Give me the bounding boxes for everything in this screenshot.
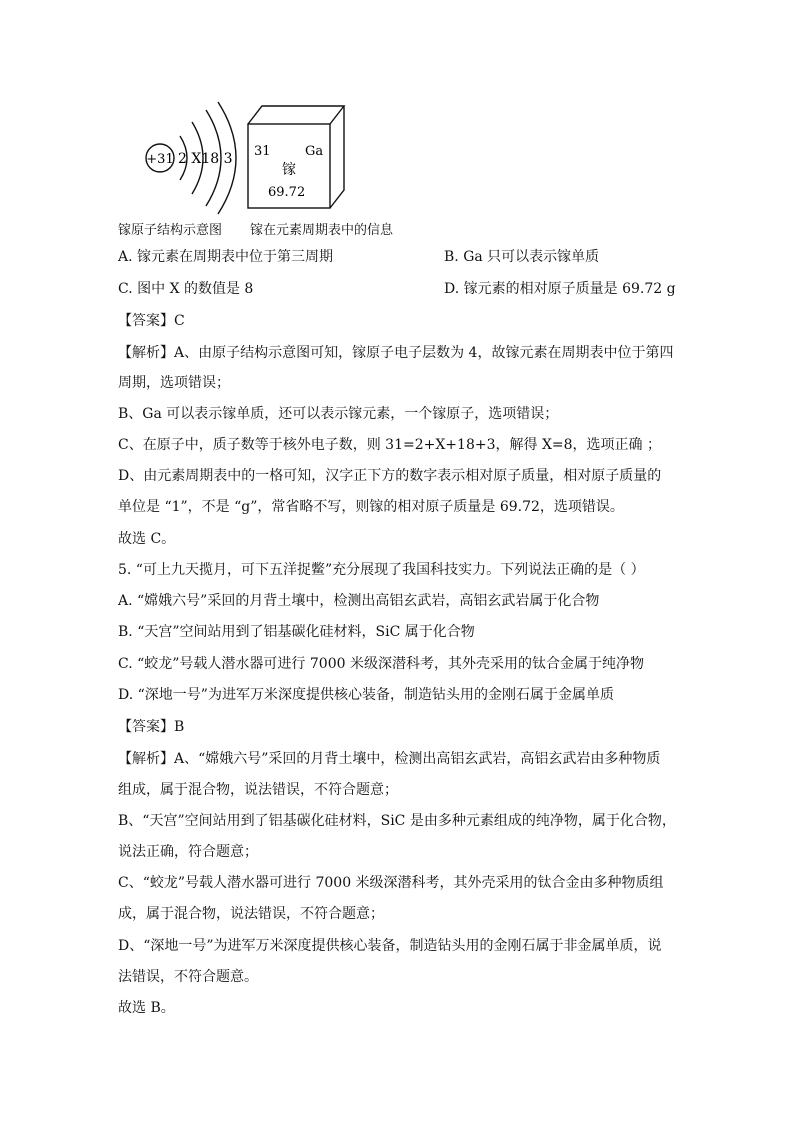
element-name: 镓 bbox=[282, 162, 296, 178]
atomic-number: 31 bbox=[254, 144, 271, 159]
analysis-line: 成，属于混合物，说法错误，不符合题意； bbox=[118, 906, 384, 922]
question-stem: 5. “可上九天揽月，可下五洋捉鳖”充分展现了我国科技实力。下列说法正确的是（ ） bbox=[118, 562, 645, 578]
nucleus-charge: +31 bbox=[146, 152, 174, 167]
option-b: B. “天宫”空间站用到了铝基碳化硅材料，SiC 属于化合物 bbox=[118, 624, 475, 640]
atom-caption: 镓原子结构示意图 bbox=[118, 223, 223, 238]
analysis-line: 单位是 “1”，不是 “g”，常省略不写，则镓的相对原子质量是 69.72，选项错误。 bbox=[118, 499, 624, 515]
card-top bbox=[248, 106, 344, 124]
option-d: D. “深地一号”为进军万米深度提供核心装备，制造钻头用的金刚石属于金属单质 bbox=[118, 687, 614, 703]
figure bbox=[130, 98, 380, 218]
conclusion-line: 故选 B。 bbox=[118, 1000, 175, 1016]
option-a: A. “嫦娥六号”采回的月背土壤中，检测出高铝玄武岩，高铝玄武岩属于化合物 bbox=[118, 593, 600, 609]
analysis-line: D、“深地一号”为进军万米深度提供核心装备，制造钻头用的金刚石属于非金属单质，说 bbox=[118, 938, 662, 954]
analysis-line: 【解析】A、由原子结构示意图可知，镓原子电子层数为 4，故镓元素在周期表中位于第四 bbox=[118, 345, 674, 361]
answer-label: 【答案】C bbox=[118, 313, 185, 329]
analysis-line: C、在原子中，质子数等于核外电子数，则 31=2+X+18+3，解得 X=8，选项正确 ； bbox=[118, 437, 661, 453]
analysis-line: C、“蛟龙”号载人潜水器可进行 7000 米级深潜科考，其外壳采用的钛合金由多种物质组 bbox=[118, 875, 664, 891]
answer-label: 【答案】B bbox=[118, 719, 185, 735]
element-card bbox=[248, 106, 344, 208]
atomic-mass: 69.72 bbox=[268, 185, 306, 200]
conclusion-line: 故选 C。 bbox=[118, 531, 176, 547]
analysis-line: D、由元素周期表中的一格可知，汉字正下方的数字表示相对原子质量，相对原子质量的 bbox=[118, 468, 662, 484]
analysis-line: 组成，属于混合物，说法错误，不符合题意； bbox=[118, 782, 398, 798]
analysis-line: 说法正确，符合题意； bbox=[118, 844, 258, 860]
atom-diagram bbox=[146, 102, 236, 214]
card-caption: 镓在元素周期表中的信息 bbox=[250, 223, 394, 238]
element-symbol: Ga bbox=[305, 144, 324, 159]
analysis-line: B、Ga 可以表示镓单质，还可以表示镓元素，一个镓原子，选项错误； bbox=[118, 406, 559, 422]
analysis-line: 周期，选项错误； bbox=[118, 375, 230, 391]
analysis-line: B、“天宫”空间站用到了铝基碳化硅材料，SiC 是由多种元素组成的纯净物，属于化合物， bbox=[118, 813, 676, 829]
analysis-line: 【解析】A、“嫦娥六号”采回的月背土壤中，检测出高铝玄武岩，高铝玄武岩由多种物质 bbox=[118, 751, 661, 767]
analysis-line: 法错误，不符合题意。 bbox=[118, 969, 258, 985]
option-c: C. 图中 X 的数值是 8 bbox=[118, 281, 254, 297]
option-d: D. 镓元素的相对原子质量是 69.72 g bbox=[444, 281, 676, 297]
option-a: A. 镓元素在周期表中位于第三周期 bbox=[118, 249, 334, 265]
shell-electrons: 2 X18 3 bbox=[178, 151, 233, 167]
option-b: B. Ga 只可以表示镓单质 bbox=[444, 249, 600, 265]
option-c: C. “蛟龙”号载人潜水器可进行 7000 米级深潜科考，其外壳采用的钛合金属于纯净物 bbox=[118, 656, 644, 672]
